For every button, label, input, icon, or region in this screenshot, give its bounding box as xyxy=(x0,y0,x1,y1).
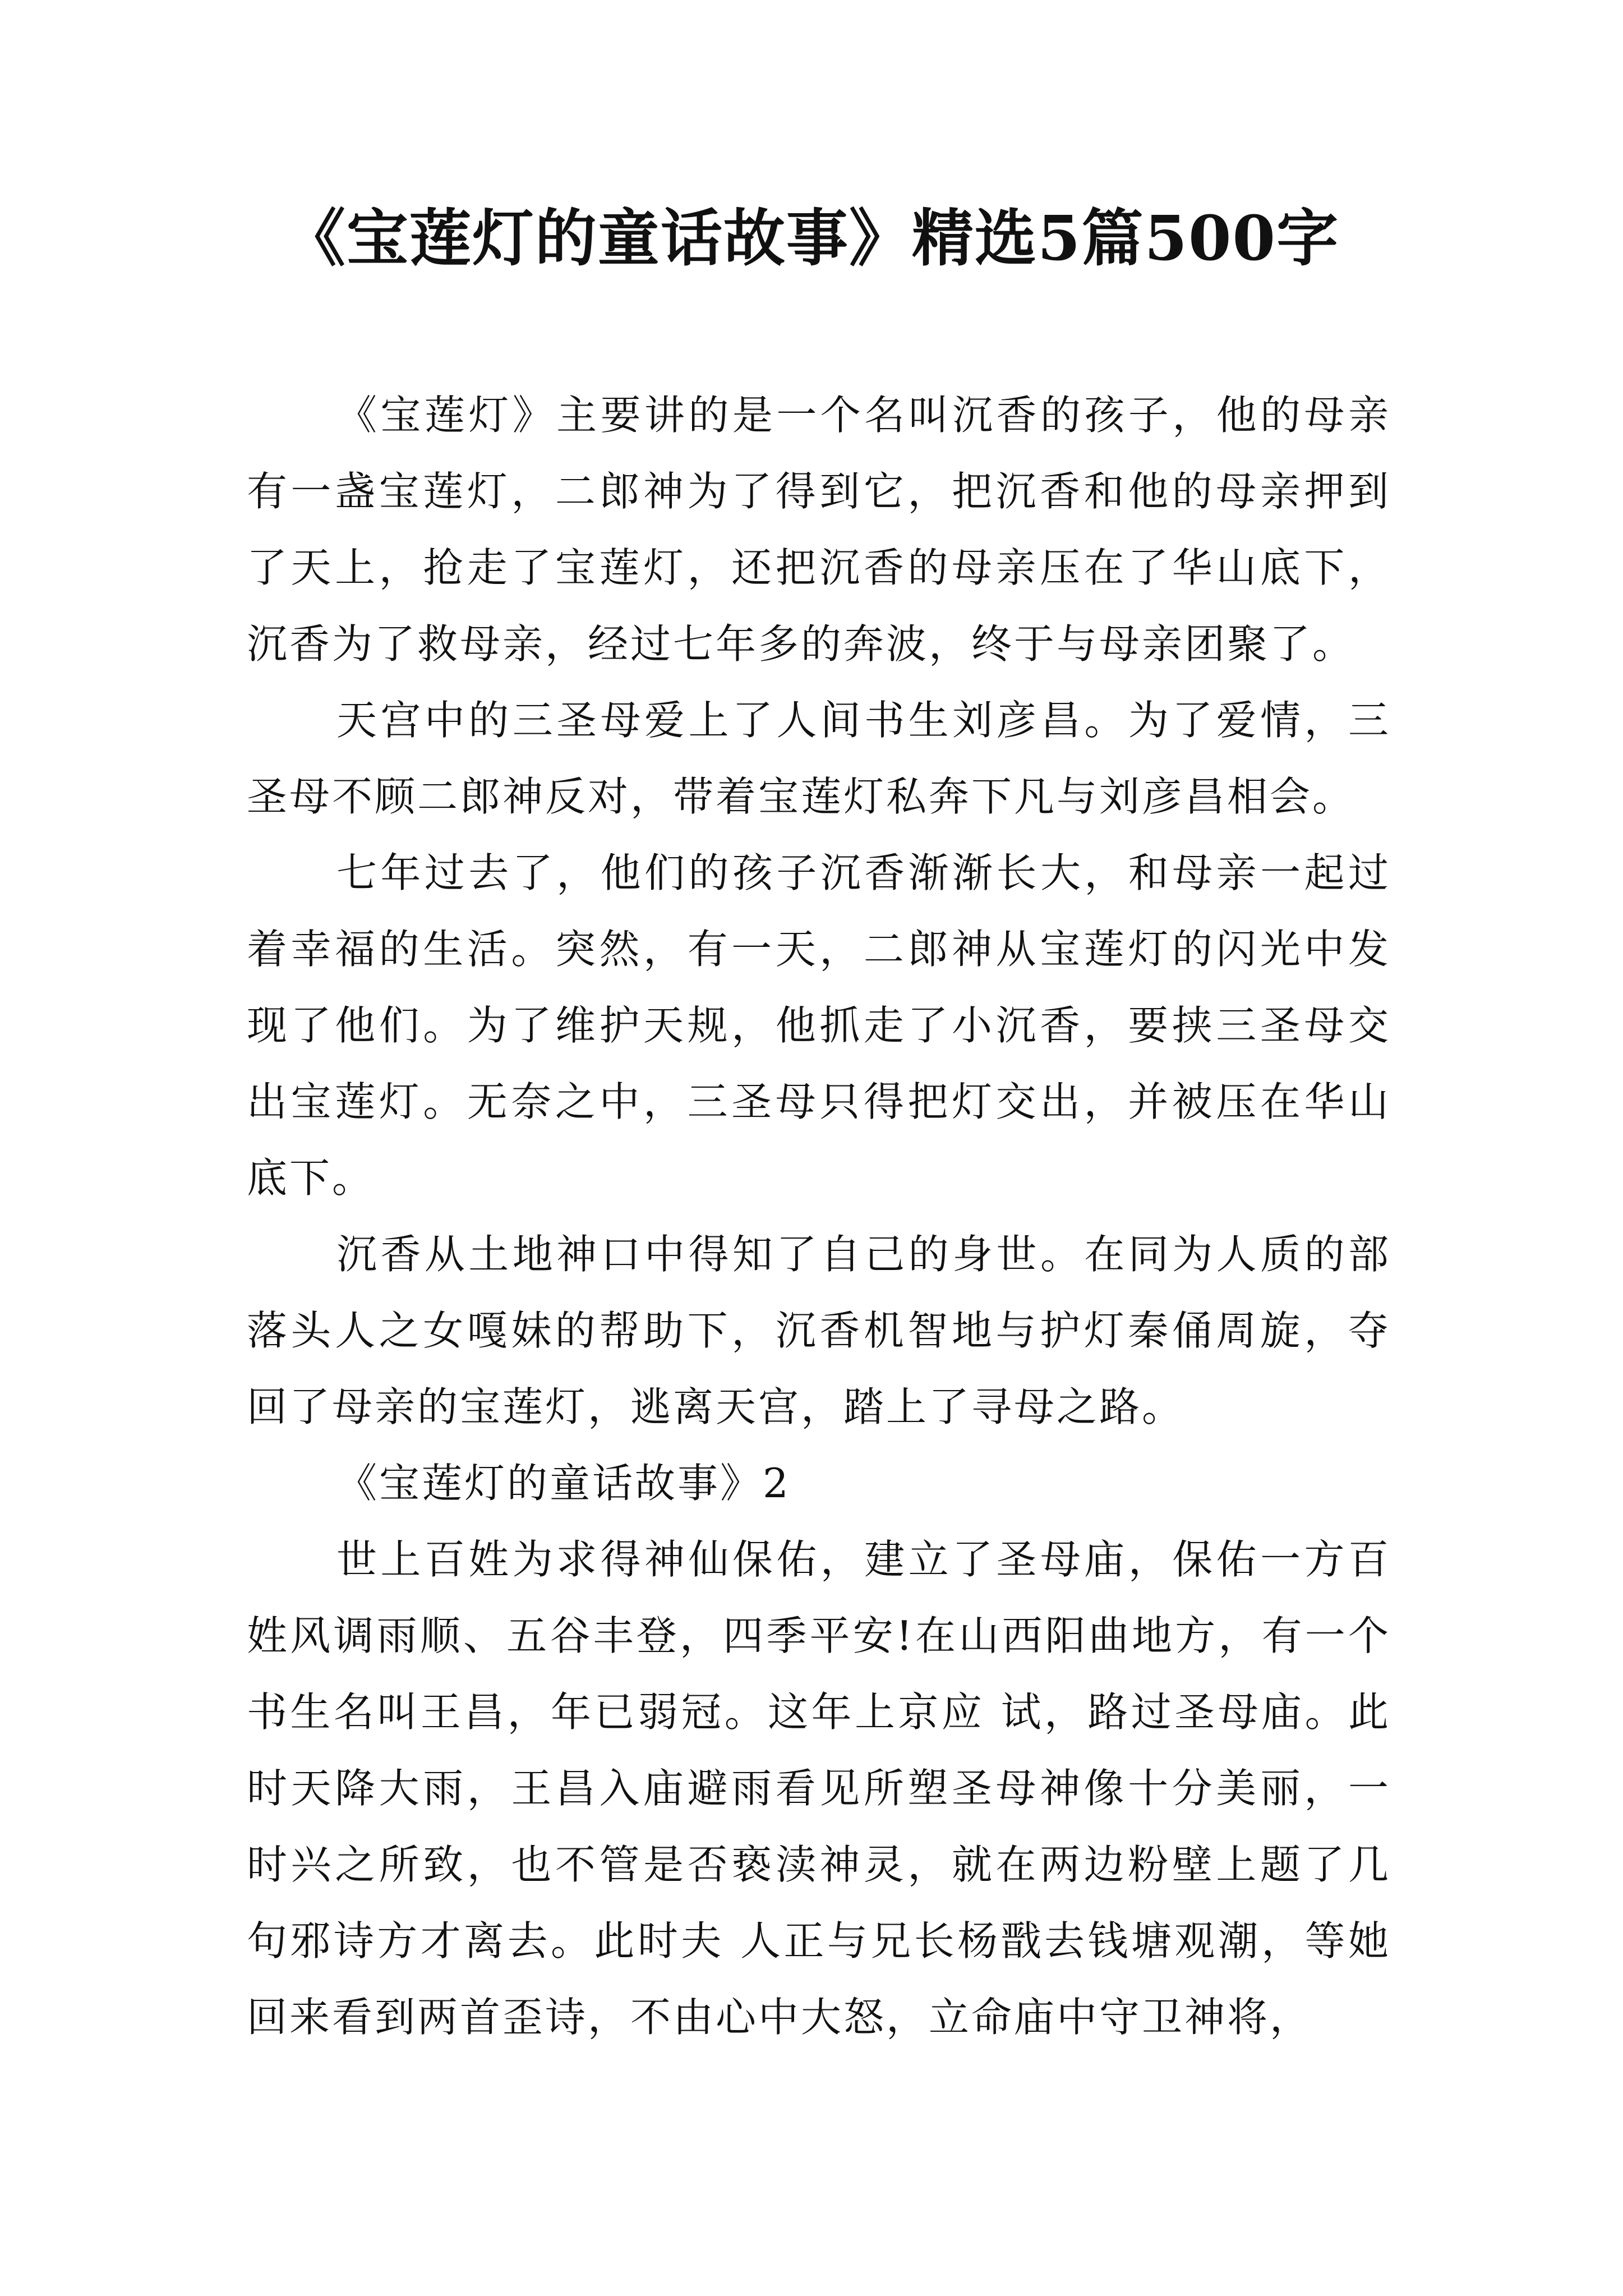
document-title: 《宝莲灯的童话故事》精选5篇500字 xyxy=(283,202,1340,274)
section-heading-2: 《宝莲灯的童话故事》2 xyxy=(336,1460,791,1507)
paragraph-4: 沉香从土地神口中得知了自己的身世。在同为人质的部落头人之女嘎妹的帮助下，沉香机智地与护灯秦俑周旋，夺回了母亲的宝莲灯，逃离天宫，踏上了寻母之路。 xyxy=(247,1231,1391,1430)
paragraph-5: 世上百姓为求得神仙保佑，建立了圣母庙，保佑一方百姓风调雨顺、五谷丰登，四季平安!在山西阳曲地方，有一个书生名叫王昌，年已弱冠。这年上京应 试，路过圣母庙。此时天降大雨，王昌入庙避雨看见所塑圣母神像十分美丽，一时兴之所致，也不管是否亵渎神灵，就在两边粉壁上题了几句邪诗方才离去。此时夫 人正与兄长杨戬去钱塘观潮，等她回来看到两首歪诗，不由心中大怒，立命庙中守卫神将， xyxy=(247,1536,1391,2041)
document-body xyxy=(247,377,1391,2055)
paragraph-2: 天宫中的三圣母爱上了人间书生刘彦昌。为了爱情，三圣母不顾二郎神反对，带着宝莲灯私奔下凡与刘彦昌相会。 xyxy=(247,697,1391,820)
paragraph-1: 《宝莲灯》主要讲的是一个名叫沉香的孩子，他的母亲有一盏宝莲灯，二郎神为了得到它，把沉香和他的母亲押到了天上，抢走了宝莲灯，还把沉香的母亲压在了华山底下，沉香为了救母亲，经过七年多的奔波，终于与母亲团聚了。 xyxy=(247,392,1391,668)
paragraph-3: 七年过去了，他们的孩子沉香渐渐长大，和母亲一起过着幸福的生活。突然，有一天，二郎神从宝莲灯的闪光中发现了他们。为了维护天规，他抓走了小沉香，要挟三圣母交出宝莲灯。无奈之中，三圣母只得把灯交出，并被压在华山底下。 xyxy=(247,849,1391,1202)
